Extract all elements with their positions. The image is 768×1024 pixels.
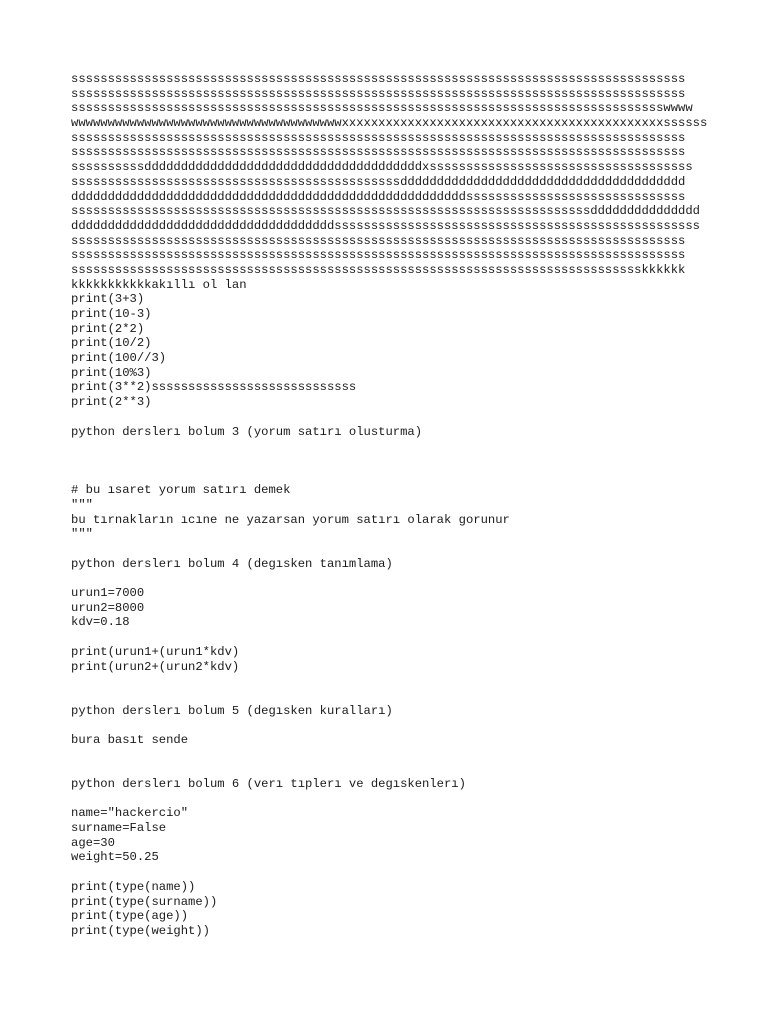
code-line: print(10%3) bbox=[71, 365, 152, 380]
text-line: sssssssssssssssssssssssssssssssssssssssssssssssssssssssssssssssssssssssssssssskkkkkk bbox=[71, 262, 686, 277]
text-line bbox=[71, 454, 711, 469]
code-line: print(type(surname)) bbox=[71, 894, 218, 909]
code-line: urun2=8000 bbox=[71, 600, 145, 615]
text-line: ssssssssssssssssssssssssssssssssssssssssssssssssssssssssssssssssssssssssssssssssssss bbox=[71, 86, 686, 101]
text-line: ssssssssssssssssssssssssssssssssssssssssssssssssssssssssssssssssssssssssssssssssssss bbox=[71, 72, 686, 86]
text-line: ddddddddddddddddddddddddddddddddddddddddddddddddddddddssssssssssssssssssssssssssssss bbox=[71, 189, 686, 204]
text-line: bura basıt sende bbox=[71, 732, 189, 747]
section-heading: python derslerı bolum 5 (degısken kuralları) bbox=[71, 703, 393, 718]
text-line: ssssssssssddddddddddddddddddddddddddddddddddddddxssssssssssssssssssssssssssssssssssss bbox=[71, 160, 693, 175]
text-line: ssssssssssssssssssssssssssssssssssssssssssssssssssssssssssssssssssssssssssssssssssss bbox=[71, 145, 686, 160]
code-line: print(2*2) bbox=[71, 321, 145, 336]
code-line: print(10/2) bbox=[71, 336, 152, 351]
text-line bbox=[71, 410, 711, 425]
code-line: print(100//3) bbox=[71, 351, 167, 366]
code-line: print(3+3) bbox=[71, 292, 145, 307]
section-heading: python derslerı bolum 6 (verı tıplerı ve degıskenlerı) bbox=[71, 777, 466, 791]
text-line bbox=[71, 762, 711, 777]
code-line: print(type(weight)) bbox=[71, 923, 210, 938]
text-line bbox=[71, 674, 711, 689]
code-line: print(type(age)) bbox=[71, 909, 189, 924]
code-line: bu tırnakların ıcıne ne yazarsan yorum satırı olarak gorunur bbox=[71, 512, 510, 527]
code-line: urun1=7000 bbox=[71, 586, 145, 601]
text-line bbox=[71, 718, 711, 733]
text-line: ssssssssssssssssssssssssssssssssssssssssssssssssssssssssssssssssssssssssssssssssswwww bbox=[71, 101, 693, 116]
code-line: weight=50.25 bbox=[71, 850, 159, 865]
text-line bbox=[71, 748, 711, 763]
text-line: sssssssssssssssssssssssssssssssssssssssssssssssssssssssssssssssssssssssddddddddddddddd bbox=[71, 204, 700, 219]
text-line bbox=[71, 542, 711, 557]
text-line: ssssssssssssssssssssssssssssssssssssssssssssssssssssssssssssssssssssssssssssssssssss bbox=[71, 233, 686, 248]
section-heading: python derslerı bolum 4 (degısken tanımlama) bbox=[71, 556, 393, 571]
text-line: kkkkkkkkkkkakıllı ol lan bbox=[71, 277, 247, 292]
code-line: surname=False bbox=[71, 821, 167, 836]
code-line: # bu ısaret yorum satırı demek bbox=[71, 483, 291, 498]
code-line: age=30 bbox=[71, 835, 115, 850]
code-line: print(10-3) bbox=[71, 307, 152, 321]
code-line: """ bbox=[71, 527, 93, 542]
text-line bbox=[71, 630, 711, 645]
text-line bbox=[71, 469, 711, 484]
text-line bbox=[71, 571, 711, 586]
text-line: ssssssssssssssssssssssssssssssssssssssssssssssssssssssssssssssssssssssssssssssssssss bbox=[71, 130, 686, 145]
section-heading: python derslerı bolum 3 (yorum satırı olusturma) bbox=[71, 424, 423, 439]
text-line bbox=[71, 865, 711, 880]
text-line bbox=[71, 792, 711, 807]
code-line: name="hackercio" bbox=[71, 806, 189, 821]
text-line: sssssssssssssssssssssssssssssssssssssssssssssddddddddddddddddddddddddddddddddddddddd bbox=[71, 174, 686, 189]
code-line: kdv=0.18 bbox=[71, 615, 130, 630]
document-body bbox=[71, 72, 711, 939]
code-line: print(type(name)) bbox=[71, 879, 196, 894]
code-line: """ bbox=[71, 497, 93, 512]
text-line bbox=[71, 689, 711, 704]
code-line: print(urun2+(urun2*kdv) bbox=[71, 659, 240, 674]
text-line: wwwwwwwwwwwwwwwwwwwwwwwwwwwwwwwwwwwwwxxxxxxxxxxxxxxxxxxxxxxxxxxxxxxxxxxxxxxxxxxxxssssss bbox=[71, 116, 708, 131]
text-line: ddddddddddddddddddddddddddddddddddddssssssssssssssssssssssssssssssssssssssssssssssssss bbox=[71, 218, 700, 233]
text-line bbox=[71, 439, 711, 454]
text-line: ssssssssssssssssssssssssssssssssssssssssssssssssssssssssssssssssssssssssssssssssssss bbox=[71, 248, 686, 263]
code-line: print(urun1+(urun1*kdv) bbox=[71, 644, 240, 659]
code-line: print(3**2)ssssssssssssssssssssssssssss bbox=[71, 380, 357, 395]
code-line: print(2**3) bbox=[71, 395, 152, 410]
